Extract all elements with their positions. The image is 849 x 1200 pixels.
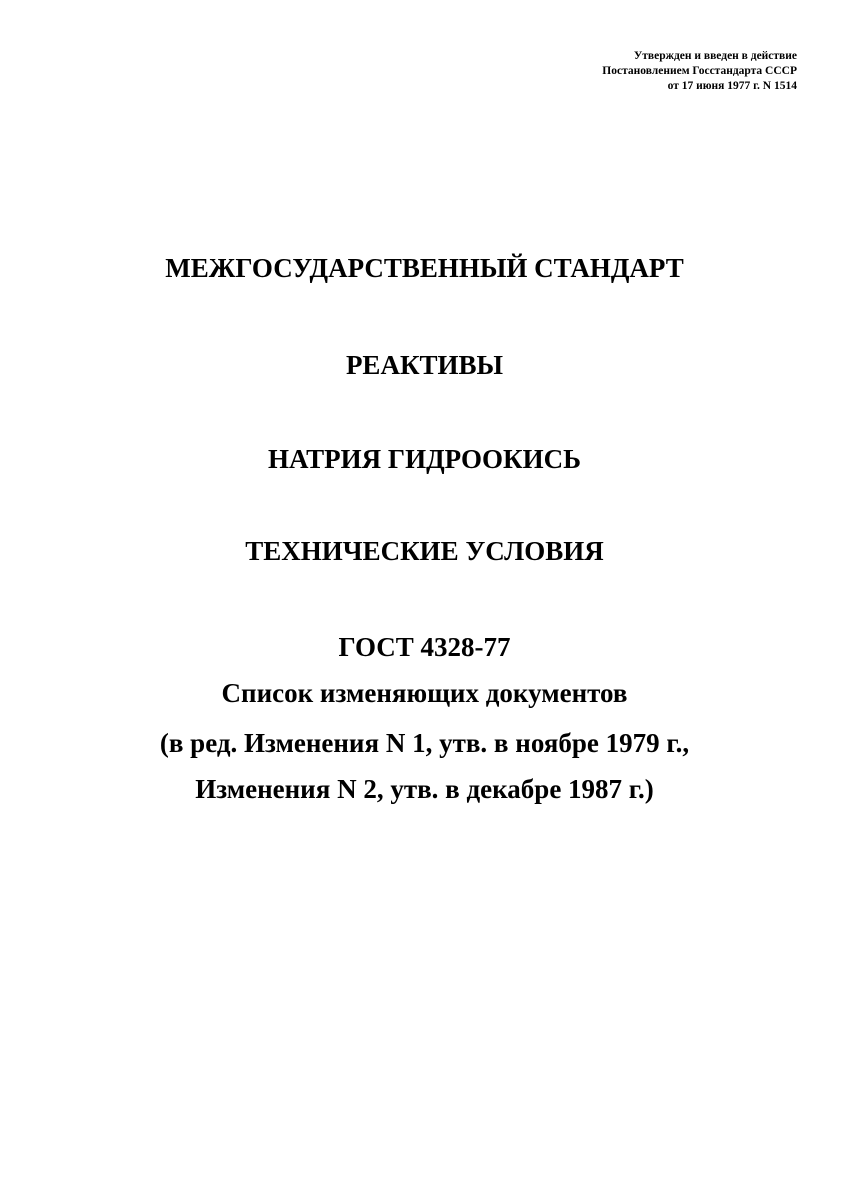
approval-note [437,49,797,94]
approval-line-1: Утвержден и введен в действие [633,50,797,62]
substance-heading: НАТРИЯ ГИДРООКИСЬ [268,444,581,474]
standard-type-heading: МЕЖГОСУДАРСТВЕННЫЙ СТАНДАРТ [165,253,684,283]
amendments-title: Список изменяющих документов [221,678,628,708]
specification-heading: ТЕХНИЧЕСКИЕ УСЛОВИЯ [245,536,604,566]
reagents-heading: РЕАКТИВЫ [345,350,504,380]
approval-line-2: Постановлением Госстандарта СССР [602,65,797,77]
approval-line-3: от 17 июня 1977 г. N 1514 [667,80,797,92]
gost-number: ГОСТ 4328-77 [338,632,511,662]
amendments-line-1: (в ред. Изменения N 1, утв. в ноябре 1979 г., [159,728,690,758]
amendments-line-2: Изменения N 2, утв. в декабре 1987 г.) [195,774,654,804]
